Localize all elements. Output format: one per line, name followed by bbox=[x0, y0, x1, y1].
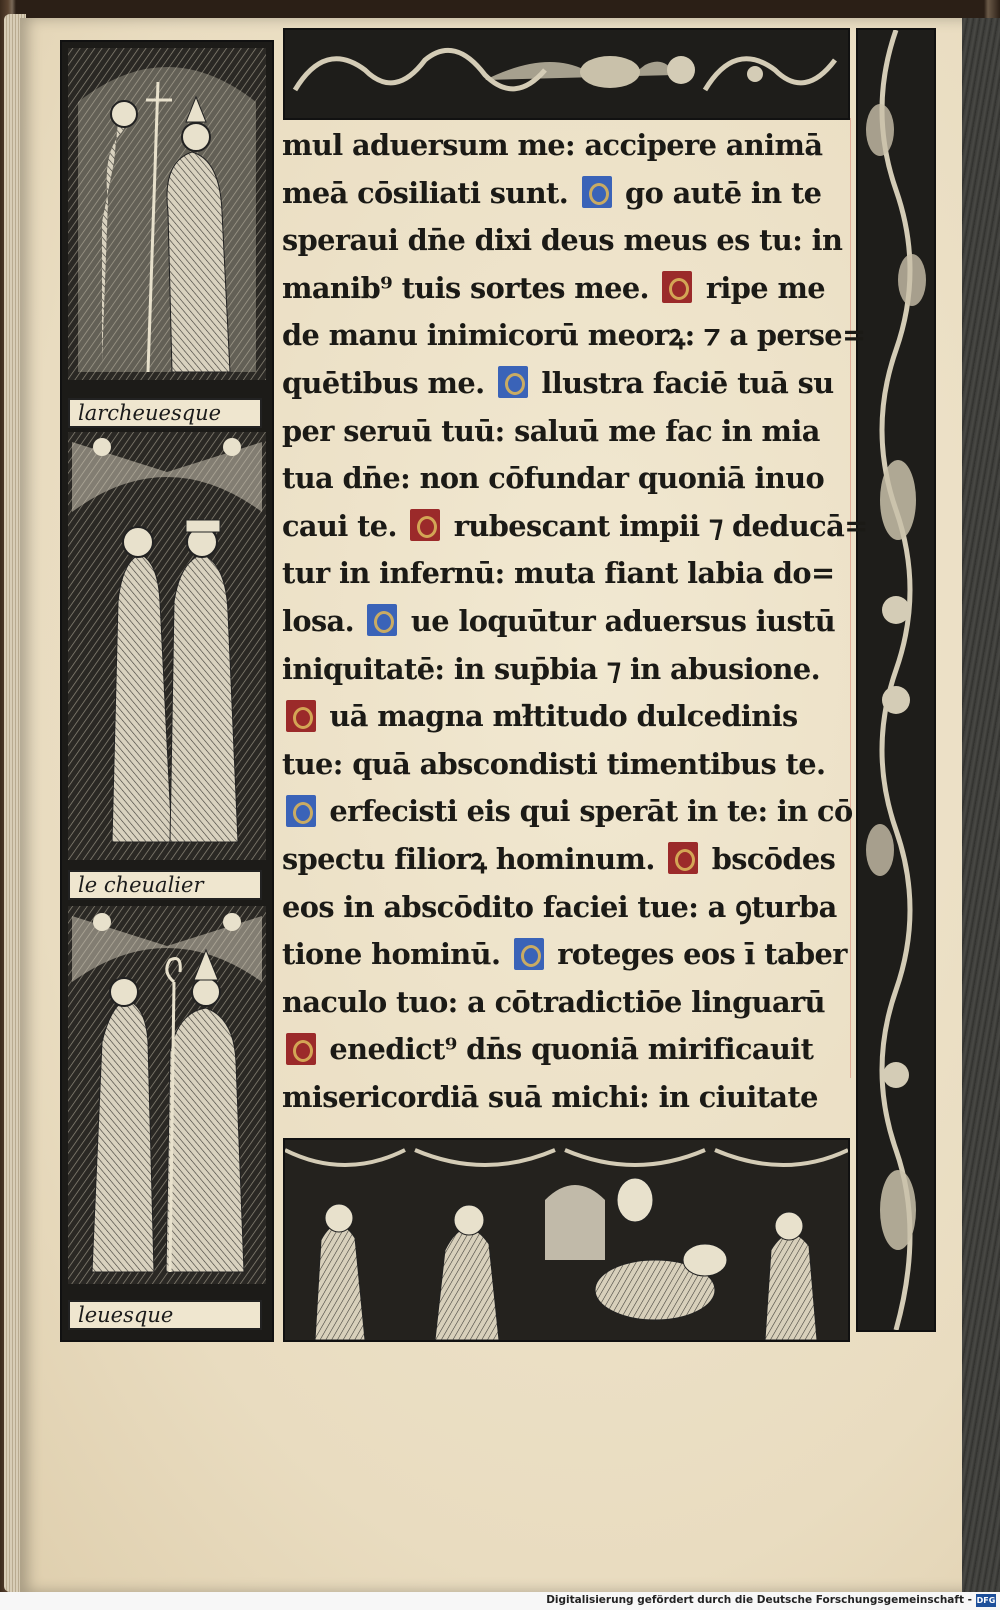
text-segment: misericordiā suā michi: in ciuitate bbox=[282, 1079, 818, 1114]
text-segment: per seruū tuū: saluū me fac in mia bbox=[282, 413, 820, 448]
text-line bbox=[282, 503, 868, 551]
text-line bbox=[282, 931, 852, 979]
text-segment: rubescant impii ⁊ deducā= bbox=[444, 508, 868, 543]
illuminated-initial bbox=[582, 176, 612, 208]
text-segment: tua dn̄e: non cōfundar quoniā inuo bbox=[282, 461, 825, 496]
illuminated-initial bbox=[286, 700, 316, 732]
text-line bbox=[282, 360, 852, 408]
illuminated-initial bbox=[410, 509, 440, 541]
text-line bbox=[282, 741, 852, 789]
text-segment: meā cōsiliati sunt. bbox=[282, 175, 578, 210]
illuminated-initial bbox=[514, 938, 544, 970]
text-segment: spectu filiorꝝ hominum. bbox=[282, 841, 665, 876]
top-foliate-border bbox=[283, 28, 850, 120]
text-segment: speraui dn̄e dixi deus meus es tu: in bbox=[282, 223, 843, 258]
text-segment: tue: quā abscondisti timentibus te. bbox=[282, 746, 826, 781]
text-line bbox=[282, 122, 852, 170]
text-line bbox=[282, 550, 852, 598]
text-segment: ripe me bbox=[696, 270, 826, 305]
text-segment: llustra faciē tuā su bbox=[532, 365, 834, 400]
latin-text-block bbox=[282, 122, 868, 1121]
text-line bbox=[282, 646, 852, 694]
text-line bbox=[282, 836, 852, 884]
dfg-logo: DFG bbox=[976, 1596, 996, 1605]
woodcut-illustrations bbox=[62, 42, 272, 1340]
dragon-foliage-ornament bbox=[285, 30, 848, 118]
text-line bbox=[282, 217, 852, 265]
shepherds-scene bbox=[285, 1140, 848, 1340]
text-segment: eos in abscōdito faciei tue: a ꝯturba bbox=[282, 889, 837, 924]
text-line bbox=[282, 979, 852, 1027]
text-line bbox=[282, 598, 852, 646]
text-segment: ue loquūtur aduersus iustū bbox=[401, 603, 836, 638]
facing-page-edge bbox=[962, 18, 1000, 1592]
illuminated-initial bbox=[367, 604, 397, 636]
text-line bbox=[282, 1074, 852, 1122]
text-segment: uā magna mł̄titudo dulcedinis bbox=[320, 699, 798, 734]
illuminated-initial bbox=[286, 795, 316, 827]
vine-and-bird-ornament bbox=[858, 30, 934, 1330]
text-segment: go autē in te bbox=[615, 175, 822, 210]
text-segment: caui te. bbox=[282, 508, 407, 543]
text-segment: iniquitatē: in sup̄bia ⁊ in abusione. bbox=[282, 651, 821, 686]
right-floral-border bbox=[856, 28, 936, 1332]
danse-macabre-column bbox=[60, 40, 274, 1342]
illuminated-initial bbox=[498, 366, 528, 398]
caption-knight: le cheualier bbox=[68, 870, 262, 900]
text-line bbox=[282, 312, 866, 360]
text-segment: losa. bbox=[282, 603, 364, 638]
text-segment: tur in infernū: muta fiant labia do= bbox=[282, 556, 835, 591]
text-segment: de manu inimicorū meorꝝ: ⁊ a perse= bbox=[282, 318, 866, 353]
text-segment: roteges eos ī taber bbox=[547, 937, 847, 972]
text-line bbox=[282, 265, 852, 313]
text-segment: enedict⁹ dn̄s quoniā mirificauit bbox=[320, 1032, 814, 1067]
text-segment: naculo tuo: a cōtradictiōe linguarū bbox=[282, 984, 825, 1019]
caption-archbishop: larcheuesque bbox=[68, 398, 262, 428]
illuminated-initial bbox=[286, 1033, 316, 1065]
digitization-credit: Digitalisierung gefördert durch die Deutsche Forschungsgemeinschaft - bbox=[546, 1594, 972, 1606]
text-line bbox=[282, 1026, 852, 1074]
text-line bbox=[282, 455, 852, 503]
text-segment: quētibus me. bbox=[282, 365, 494, 400]
text-segment: bscōdes bbox=[702, 841, 836, 876]
text-line bbox=[282, 788, 852, 836]
nativity-shepherds-woodcut bbox=[283, 1138, 850, 1342]
text-segment: manib⁹ tuis sortes mee. bbox=[282, 270, 659, 305]
text-segment: mul aduersum me: accipere animā bbox=[282, 128, 823, 162]
text-line bbox=[282, 170, 852, 218]
illuminated-initial bbox=[668, 842, 698, 874]
text-line bbox=[282, 408, 852, 456]
text-segment: erfecisti eis qui sperāt in te: in cō bbox=[320, 794, 853, 829]
illuminated-initial bbox=[662, 271, 692, 303]
text-segment: tione hominū. bbox=[282, 937, 510, 972]
caption-bishop: leuesque bbox=[68, 1300, 262, 1330]
text-line bbox=[282, 884, 852, 932]
text-line bbox=[282, 693, 852, 741]
